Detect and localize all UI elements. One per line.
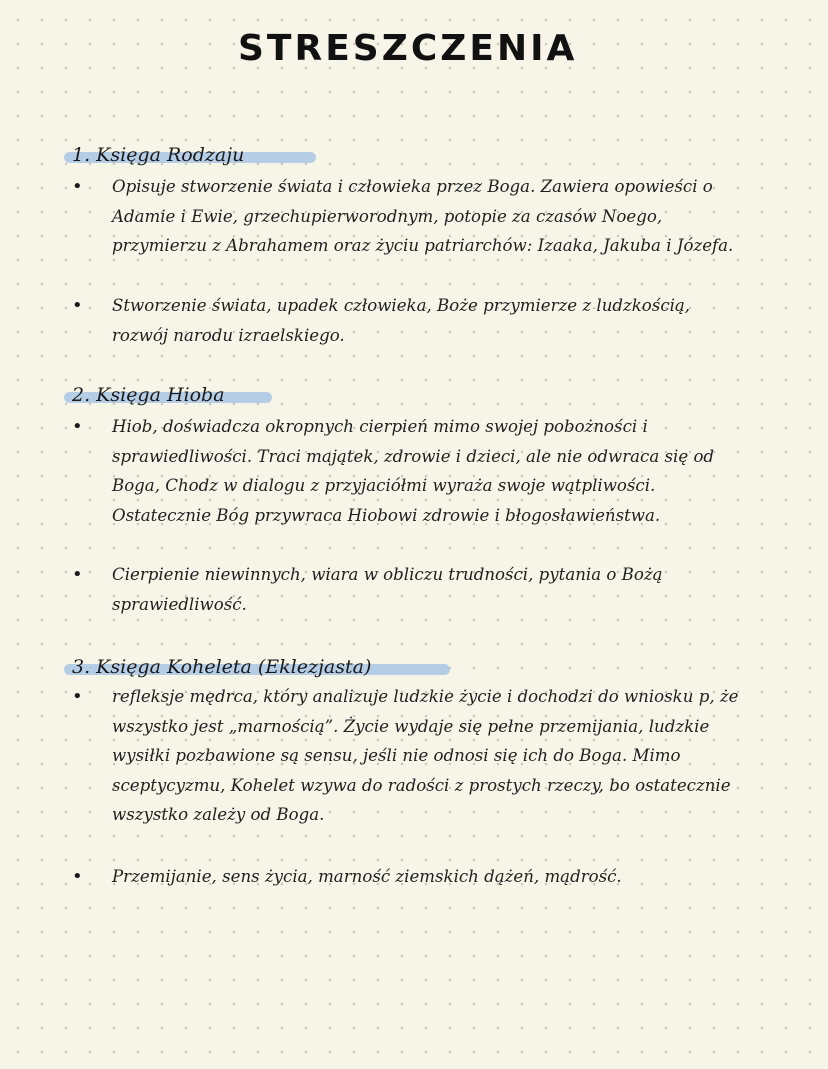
page-title: STRESZCZENIA — [238, 28, 578, 69]
section-heading-text: 2. Księga Hioba — [72, 384, 225, 406]
bullet-text: refleksje mędrca, który analizuje ludzkie życie i dochodzi do wniosku p, że wszystko jest „marnością”. Życie wydaje się pełne przemijania, ludzkie wysiłki pozbawione są sensu, jeśli nie odnosi się ich do Boga. Mimo sceptycyzmu, Kohelet wzywa do radości z prostych rzeczy, bo ostatecznie wszystko zależy od Boga. — [112, 687, 739, 824]
bullet-text: Opisuje stworzenie świata i człowieka przez Boga. Zawiera opowieści o Adamie i Ewie, grzechupierworodnym, potopie za czasów Noego, przymierzu z Abrahamem oraz życiu patriarchów: Izaaka, Jakuba i Józefa. — [112, 177, 734, 255]
bullet-marker: • — [72, 176, 83, 197]
bullet-marker: • — [72, 866, 83, 887]
section-heading — [64, 380, 225, 410]
bullet-text: Hiob, doświadcza okropnych cierpień mimo swojej pobożności i sprawiedliwości. Traci majątek, zdrowie i dzieci, ale nie odwraca się od Boga, Chodz w dialogu z przyjaciółmi wyraża swoje wątpliwości. Ostatecznie Bóg przywraca Hiobowi zdrowie i błogosławieństwa. — [112, 417, 715, 525]
bullet-text: Cierpienie niewinnych, wiara w obliczu trudności, pytania o Bożą sprawiedliwość. — [112, 565, 663, 614]
section-heading-text: 3. Księga Koheleta (Eklezjasta) — [72, 656, 372, 678]
section-heading — [64, 140, 244, 170]
section-heading-text: 1. Księga Rodzaju — [72, 144, 245, 166]
bullet-marker: • — [72, 416, 83, 437]
bullet-text: Przemijanie, sens życia, marność ziemskich dążeń, mądrość. — [112, 867, 622, 886]
section-heading — [64, 652, 371, 682]
bullet-marker: • — [72, 295, 83, 316]
bullet-text: Stworzenie świata, upadek człowieka, Boże przymierze z ludzkością, rozwój narodu izraelskiego. — [112, 296, 691, 345]
bullet-marker: • — [72, 686, 83, 707]
bullet-marker: • — [72, 564, 83, 585]
